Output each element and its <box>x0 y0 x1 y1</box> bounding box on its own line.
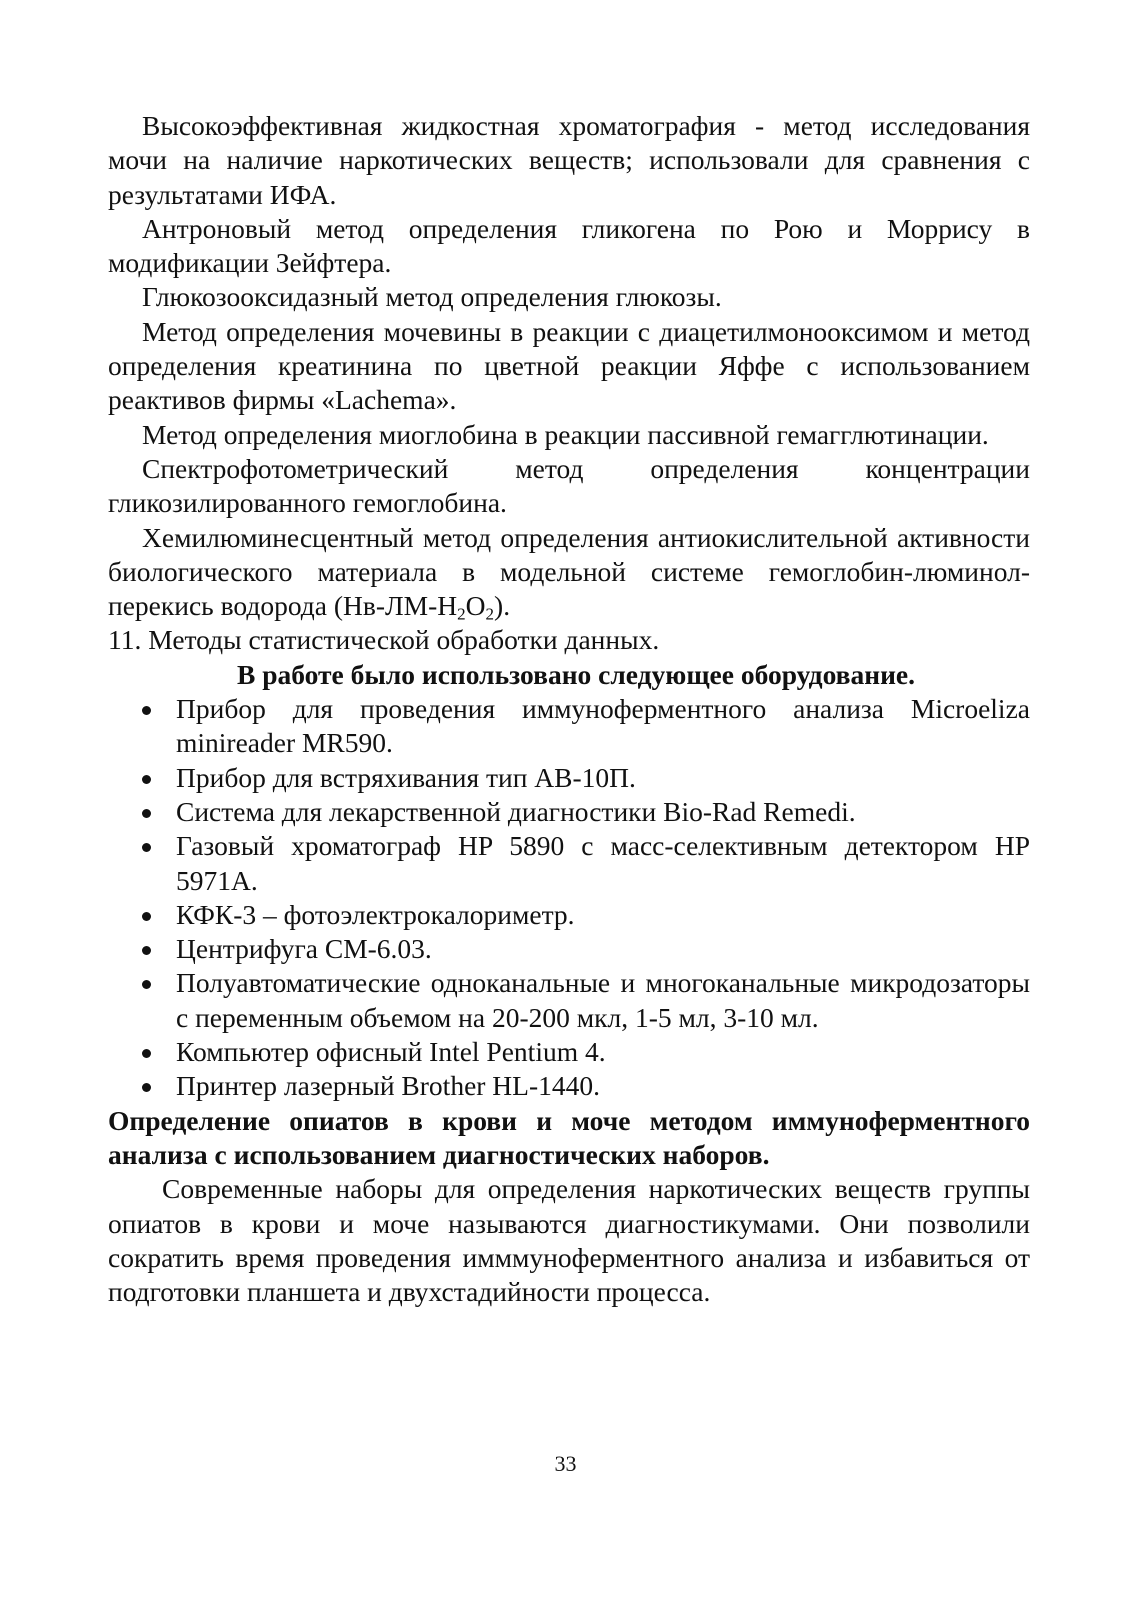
list-item: Полуавтоматические одноканальные и многоканальные микродозаторы с переменным объемом на 20-200 мкл, 1-5 мл, 3-10 мл. <box>108 966 1030 1035</box>
bullet-icon <box>142 946 151 955</box>
list-item: Компьютер офисный Intel Pentium 4. <box>108 1035 1030 1069</box>
page-content <box>108 109 1030 1309</box>
bullet-icon <box>142 912 151 921</box>
equipment-heading: В работе было использовано следующее оборудование. <box>236 658 916 690</box>
chemiluminescence-end: ). <box>494 590 511 622</box>
bullet-icon <box>142 843 151 852</box>
paragraph-hplc: Высокоэффективная жидкостная хроматография - метод исследования мочи на наличие наркотических веществ; использовали для сравнения с результатами ИФА. <box>108 110 1030 210</box>
page-number: 33 <box>554 1451 577 1476</box>
section-heading-opiates: Определение опиатов в крови и моче методом иммуноферментного анализа с использованием диагностических наборов. <box>108 1104 1030 1170</box>
list-item: Система для лекарственной диагностики Bio-Rad Remedi. <box>108 795 1030 829</box>
list-item: Прибор для встряхивания тип АВ-10П. <box>108 761 1030 795</box>
equipment-list <box>108 692 1030 1104</box>
bullet-icon <box>142 980 151 989</box>
chemiluminescence-text: Хемилюминесцентный метод определения антиокислительной активности биологического материала в модельной системе гемоглобин-люминол-перекись водорода (Нв-ЛМ-Н <box>108 521 1030 622</box>
list-item: Центрифуга СМ-6.03. <box>108 932 1030 966</box>
list-item: Принтер лазерный Brother HL-1440. <box>108 1069 1030 1103</box>
paragraph-glucose-oxidase: Глюкозооксидазный метод определения глюкозы. <box>142 281 722 313</box>
paragraph-diagnostic-kits: Современные наборы для определения наркотических веществ группы опиатов в крови и моче называются диагностикумами. Они позволили сократить время проведения имммуноферментного анализа и избавиться от подготовки планшета и двухстадийности процесса. <box>108 1173 1030 1308</box>
chemiluminescence-o: О <box>465 590 486 622</box>
subscript-o2: 2 <box>485 604 495 624</box>
list-item: КФК-3 – фотоэлектрокалориметр. <box>108 898 1030 932</box>
list-item: Прибор для проведения иммуноферментного анализа Microeliza minireader MR590. <box>108 692 1030 761</box>
paragraph-spectrophotometric: Спектрофотометрический метод определения концентрации гликозилированного гемоглобина. <box>108 452 1030 519</box>
list-item: Газовый хроматограф HP 5890 с масс-селективным детектором HP 5971A. <box>108 829 1030 898</box>
paragraph-anthrone-method: Антроновый метод определения гликогена по Рою и Моррису в модификации Зейфтера. <box>108 212 1030 279</box>
bullet-icon <box>142 1083 151 1092</box>
bullet-icon <box>142 1049 151 1058</box>
paragraph-myoglobin: Метод определения миоглобина в реакции пассивной гемагглютинации. <box>142 418 989 450</box>
paragraph-urea-creatinine: Метод определения мочевины в реакции с диацетилмонооксимом и метод определения креатинина по цветной реакции Яффе с использованием реактивов фирмы «Lachema». <box>108 315 1030 416</box>
bullet-icon <box>142 775 151 784</box>
paragraph-chemiluminescence <box>108 521 1030 624</box>
subscript-h2: 2 <box>457 604 466 624</box>
numbered-item-statistics: 11. Методы статистической обработки данных. <box>108 624 660 656</box>
bullet-icon <box>142 706 151 715</box>
bullet-icon <box>142 809 151 818</box>
